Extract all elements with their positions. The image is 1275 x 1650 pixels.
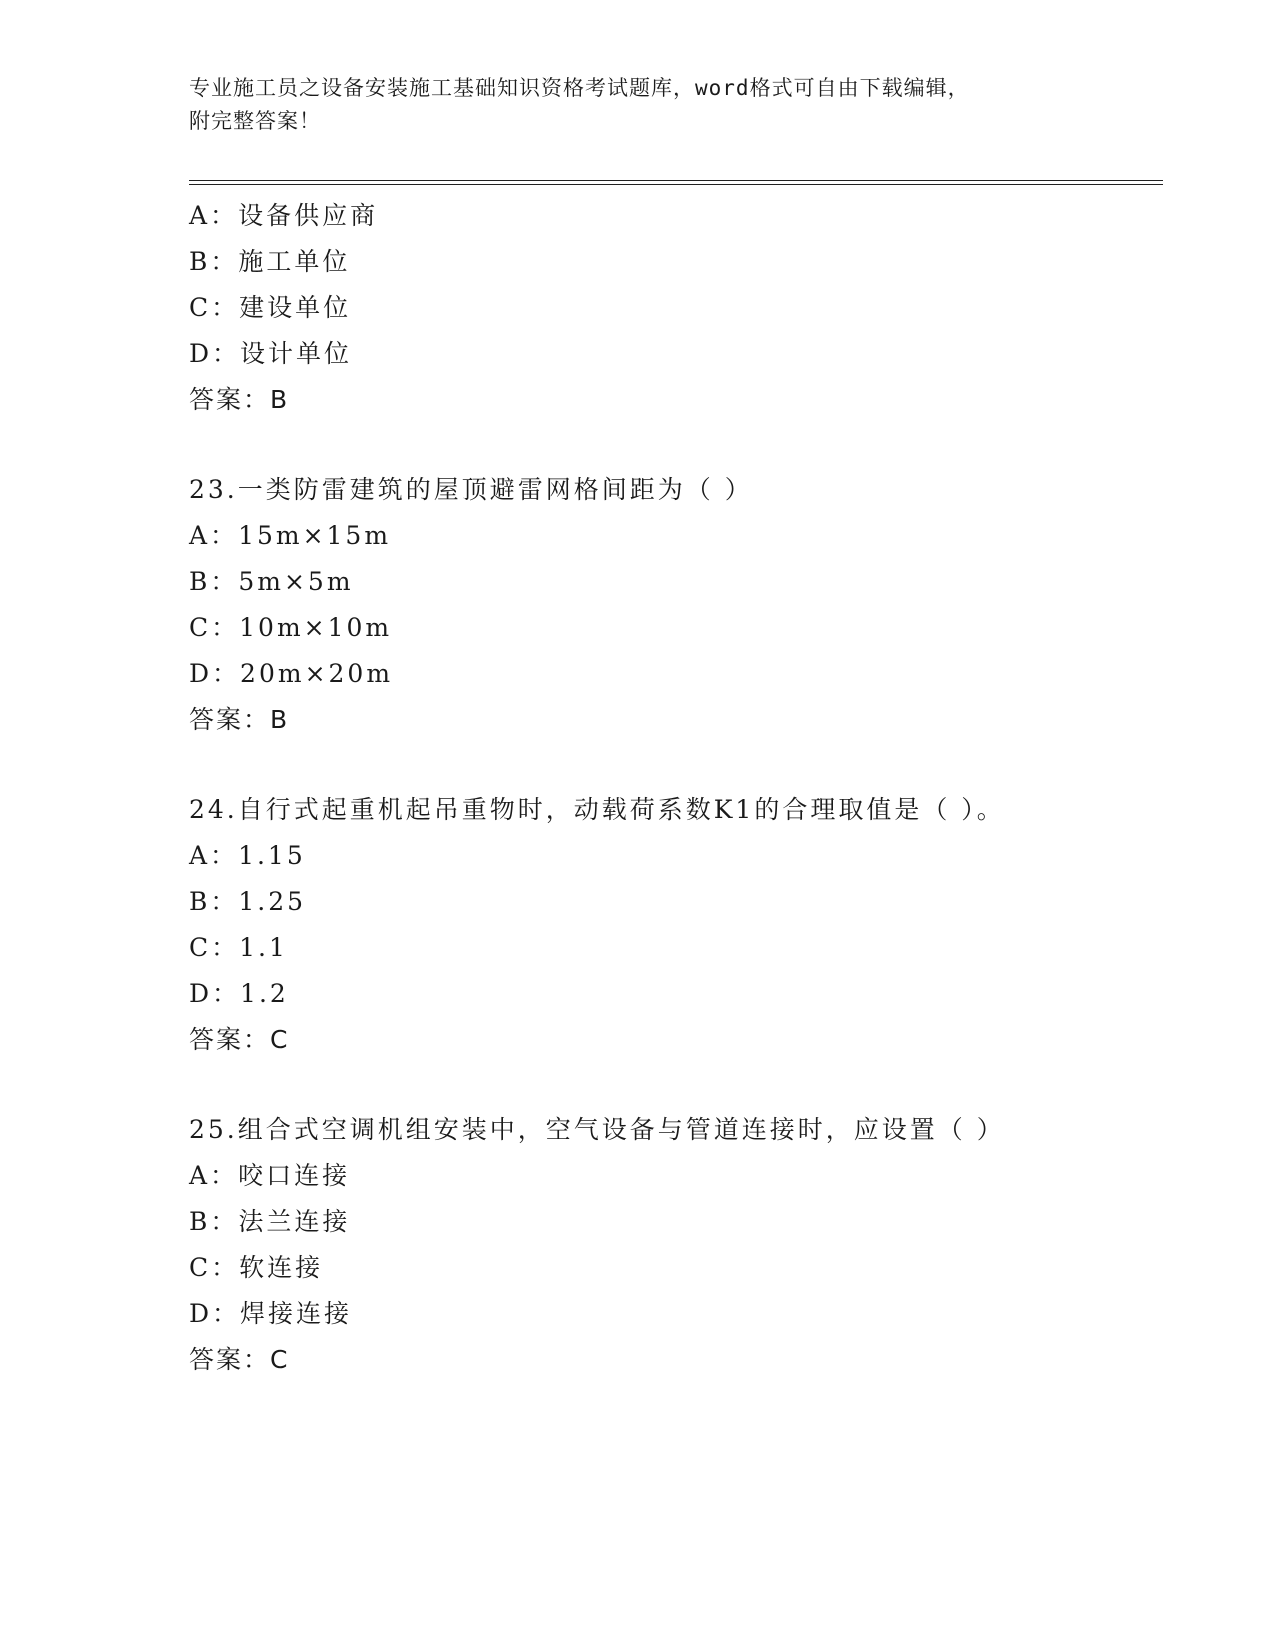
option-d: D：20m×20m [189, 659, 394, 688]
header-rule-bottom [189, 184, 1163, 185]
question-block-25 [189, 1107, 1163, 1383]
question-block-23 [189, 467, 1163, 743]
question-list [189, 193, 1163, 1383]
option-b: B：法兰连接 [189, 1207, 351, 1236]
option-d: D：设计单位 [189, 339, 353, 368]
option-a: A：1.15 [189, 841, 306, 870]
header-line-1: 专业施工员之设备安装施工基础知识资格考试题库，word格式可自由下载编辑， [189, 76, 970, 100]
option-b: B：5m×5m [189, 567, 354, 596]
answer-line: 答案：C [189, 1345, 290, 1374]
option-b: B：1.25 [189, 887, 307, 916]
option-a: A：15m×15m [189, 521, 392, 550]
question-block-22 [189, 193, 1163, 423]
question-text: 23.一类防雷建筑的屋顶避雷网格间距为（ ） [189, 475, 753, 504]
option-c: C：软连接 [189, 1253, 324, 1282]
option-c: C：10m×10m [189, 613, 393, 642]
option-a: A：设备供应商 [189, 201, 379, 230]
document-header [189, 72, 1089, 138]
answer-line: 答案：C [189, 1025, 290, 1054]
question-text: 24.自行式起重机起吊重物时，动载荷系数K1的合理取值是（ ）。 [189, 795, 1005, 824]
answer-line: 答案：B [189, 705, 290, 734]
answer-line: 答案：B [189, 385, 290, 414]
option-c: C：1.1 [189, 933, 288, 962]
question-block-24 [189, 787, 1163, 1063]
question-text: 25.组合式空调机组安装中，空气设备与管道连接时，应设置（ ） [189, 1115, 1005, 1144]
header-rule-top [189, 180, 1163, 181]
option-a: A：咬口连接 [189, 1161, 351, 1190]
option-c: C：建设单位 [189, 293, 352, 322]
option-d: D：焊接连接 [189, 1299, 353, 1328]
header-line-2: 附完整答案！ [189, 109, 321, 133]
option-d: D：1.2 [189, 979, 289, 1008]
option-b: B：施工单位 [189, 247, 351, 276]
